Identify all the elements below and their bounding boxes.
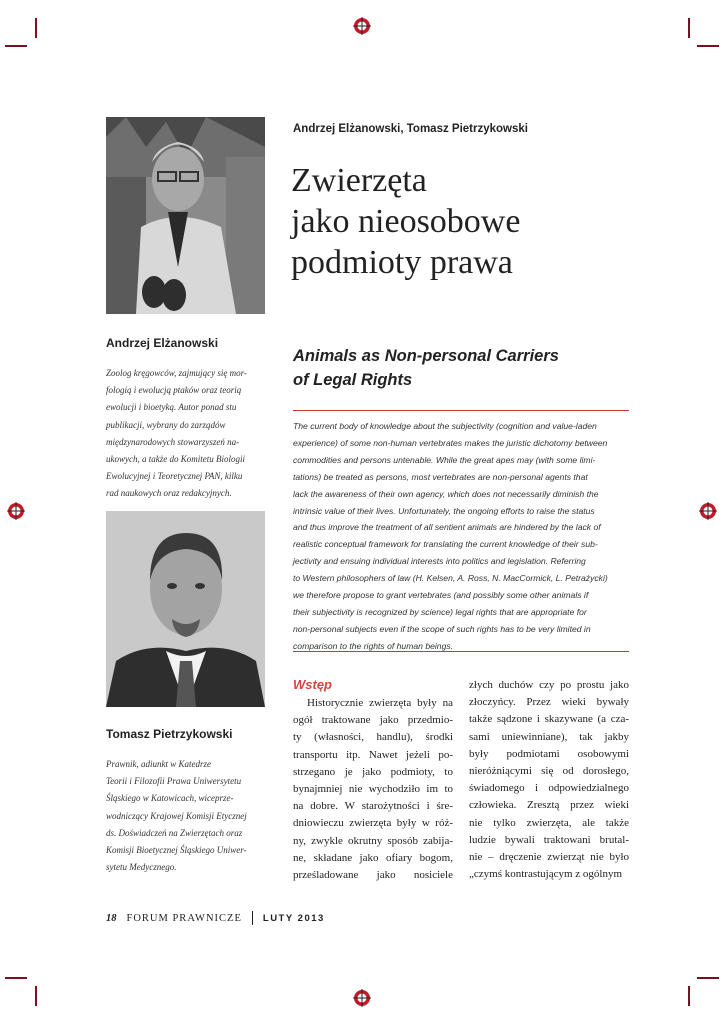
abstract-line: tations) be treated as persons, most vertebrates are non-personal agents that — [293, 471, 588, 482]
abstract-line: to Western philosophers of law (H. Kelsen, A. Ross, N. MacCormick, L. Petrażycki) — [293, 573, 608, 584]
english-title-line: of Legal Rights — [293, 371, 413, 389]
bio-line: rad naukowych oraz redakcyjnych. — [106, 488, 232, 499]
author1-name: Andrzej Elżanowski — [106, 336, 219, 350]
abstract-line: experience) of some non-human vertebrates makes the juristic dichotomy between — [293, 437, 608, 448]
author2-photo — [106, 511, 265, 707]
article-authors: Andrzej Elżanowski, Tomasz Pietrzykowski — [293, 123, 528, 135]
crop-mark — [35, 986, 37, 1006]
abstract-line: jectivity and ensuing individual interests into politics and legislation. Referring — [293, 556, 586, 567]
magazine-name: FORUM PRAWNICZE — [126, 912, 242, 924]
registration-mark-icon — [353, 989, 371, 1007]
bio-line: wodniczący Krajowej Komisji Etycznej — [106, 810, 247, 821]
english-title-line: Animals as Non-personal Carriers — [293, 347, 559, 365]
crop-mark — [35, 18, 37, 38]
title-line: podmioty prawa — [291, 244, 513, 281]
body-column-1 — [293, 695, 453, 884]
article-title — [291, 160, 621, 283]
crop-mark — [688, 18, 690, 38]
registration-mark-icon — [7, 502, 25, 520]
crop-mark — [5, 45, 27, 47]
author2-bio — [106, 756, 266, 876]
body-line: świadomego i odpowiedzialnego — [469, 782, 629, 795]
body-line: nie tylko zwierzęta, ale także — [469, 816, 629, 829]
author1-photo — [106, 117, 265, 314]
body-line: nieróżniącymi się od dorosłego, — [469, 765, 629, 778]
body-line: ogół traktowane jako przedmio- — [293, 714, 453, 727]
body-line: ludzie bywali traktowani brutal- — [469, 833, 629, 846]
crop-mark — [697, 45, 719, 47]
bio-line: sytetu Medycznego. — [106, 862, 177, 873]
bio-line: ukowych, a także do Komitetu Biologii — [106, 454, 245, 465]
abstract-bottom-rule — [293, 651, 629, 652]
body-line: Historycznie zwierzęta były na — [307, 697, 453, 709]
bio-line: Prawnik, adiunkt w Katedrze — [106, 759, 211, 769]
abstract-line: intrinsic value of their lives. Unfortunately, the ongoing efforts to raise the status — [293, 505, 595, 516]
body-column-2 — [469, 677, 629, 883]
body-line: bynajmniej nie wychodziło im to — [293, 783, 453, 796]
registration-mark-icon — [699, 502, 717, 520]
title-line: jako nieosobowe — [291, 203, 521, 240]
page-number: 18 — [106, 912, 117, 924]
body-line: złoczyńcy. Przez wieki bywały — [469, 696, 629, 709]
abstract-line: and thus improve the treatment of all sentient animals are hindered by the lack of — [293, 522, 601, 533]
body-line: były podmiotami osobowymi — [469, 747, 629, 760]
body-line: ne, składane jako ofiary bogom, — [293, 851, 453, 864]
bio-line: publikacji, wybrany do zarządów — [106, 419, 226, 430]
body-line: dniowieczu zwierzęta były w róż- — [293, 817, 453, 830]
body-line: strzegano je jako podmioty, to — [293, 765, 453, 778]
body-line: na dobre. W starożytności i śre- — [293, 800, 453, 813]
title-line: Zwierzęta — [291, 162, 427, 199]
abstract-line: commodities and persons untenable. While the great apes may (with some limi- — [293, 454, 596, 465]
bio-line: ewolucji i bioetyką. Autor ponad stu — [106, 402, 237, 413]
bio-line: ds. Doświadczeń na Zwierzętach oraz — [106, 827, 243, 838]
abstract-line: realistic conceptual framework for translating the current knowledge of their sub- — [293, 539, 598, 550]
author2-name: Tomasz Pietrzykowski — [106, 727, 233, 741]
body-line: także sądzone i skazywane (a cza- — [469, 713, 629, 726]
body-line: ty (własności, handlu), środki — [293, 731, 453, 744]
bio-line: Zoolog kręgowców, zajmujący się mor- — [106, 368, 247, 378]
crop-mark — [697, 977, 719, 979]
body-line: transportu itp. Nawet jeżeli po- — [293, 748, 453, 761]
registration-mark-icon — [353, 17, 371, 35]
bio-line: międzynarodowych stowarzyszeń na- — [106, 436, 240, 447]
abstract-line: lack the awareness of their own agency, which does not necessarily diminish the — [293, 488, 599, 499]
bio-line: Komisji Bioetycznej Śląskiego Uniwer- — [106, 845, 247, 856]
bio-line: Ewolucyjnej i Teoretycznej PAN, kilku — [106, 471, 243, 482]
issue-date: LUTY 2013 — [262, 912, 325, 924]
body-line: człowieka. Zresztą przez wieki — [469, 799, 629, 812]
body-line: prześladowane jako nosiciele — [293, 869, 453, 882]
body-line: ny, zwykle okrutny sposób zabija- — [293, 834, 453, 847]
english-title — [293, 344, 613, 392]
body-line: nie – dręczenie zwierząt nie było — [469, 851, 629, 864]
abstract-line: we therefore propose to grant vertebrates (and possibly some other animals if — [293, 590, 589, 601]
abstract — [293, 418, 629, 655]
body-line: sami uniewinniane), tak jakby — [469, 730, 629, 743]
abstract-line: comparison to the rights of human beings. — [293, 640, 454, 651]
abstract-line: non-personal subjects even if the scope of such rights has to be very limited in — [293, 623, 591, 634]
author1-bio — [106, 365, 266, 503]
page-footer — [106, 911, 325, 925]
body-line: „czymś kontrastującym z ogólnym — [469, 868, 623, 881]
section-heading: Wstęp — [293, 677, 332, 692]
footer-divider — [252, 911, 253, 925]
body-line: złych duchów czy po prostu jako — [469, 679, 629, 691]
bio-line: Teorii i Filozofii Prawa Uniwersytetu — [106, 776, 242, 787]
bio-line: fologią i ewolucją ptaków oraz teorią — [106, 385, 242, 396]
abstract-top-rule — [293, 410, 629, 411]
bio-line: Śląskiego w Katowicach, wiceprze- — [106, 793, 234, 804]
crop-mark — [5, 977, 27, 979]
crop-mark — [688, 986, 690, 1006]
abstract-line: The current body of knowledge about the subjectivity (cognition and value-laden — [293, 421, 597, 431]
abstract-line: their subjectivity is recognized by science) legal rights that are appropriate for — [293, 606, 587, 617]
